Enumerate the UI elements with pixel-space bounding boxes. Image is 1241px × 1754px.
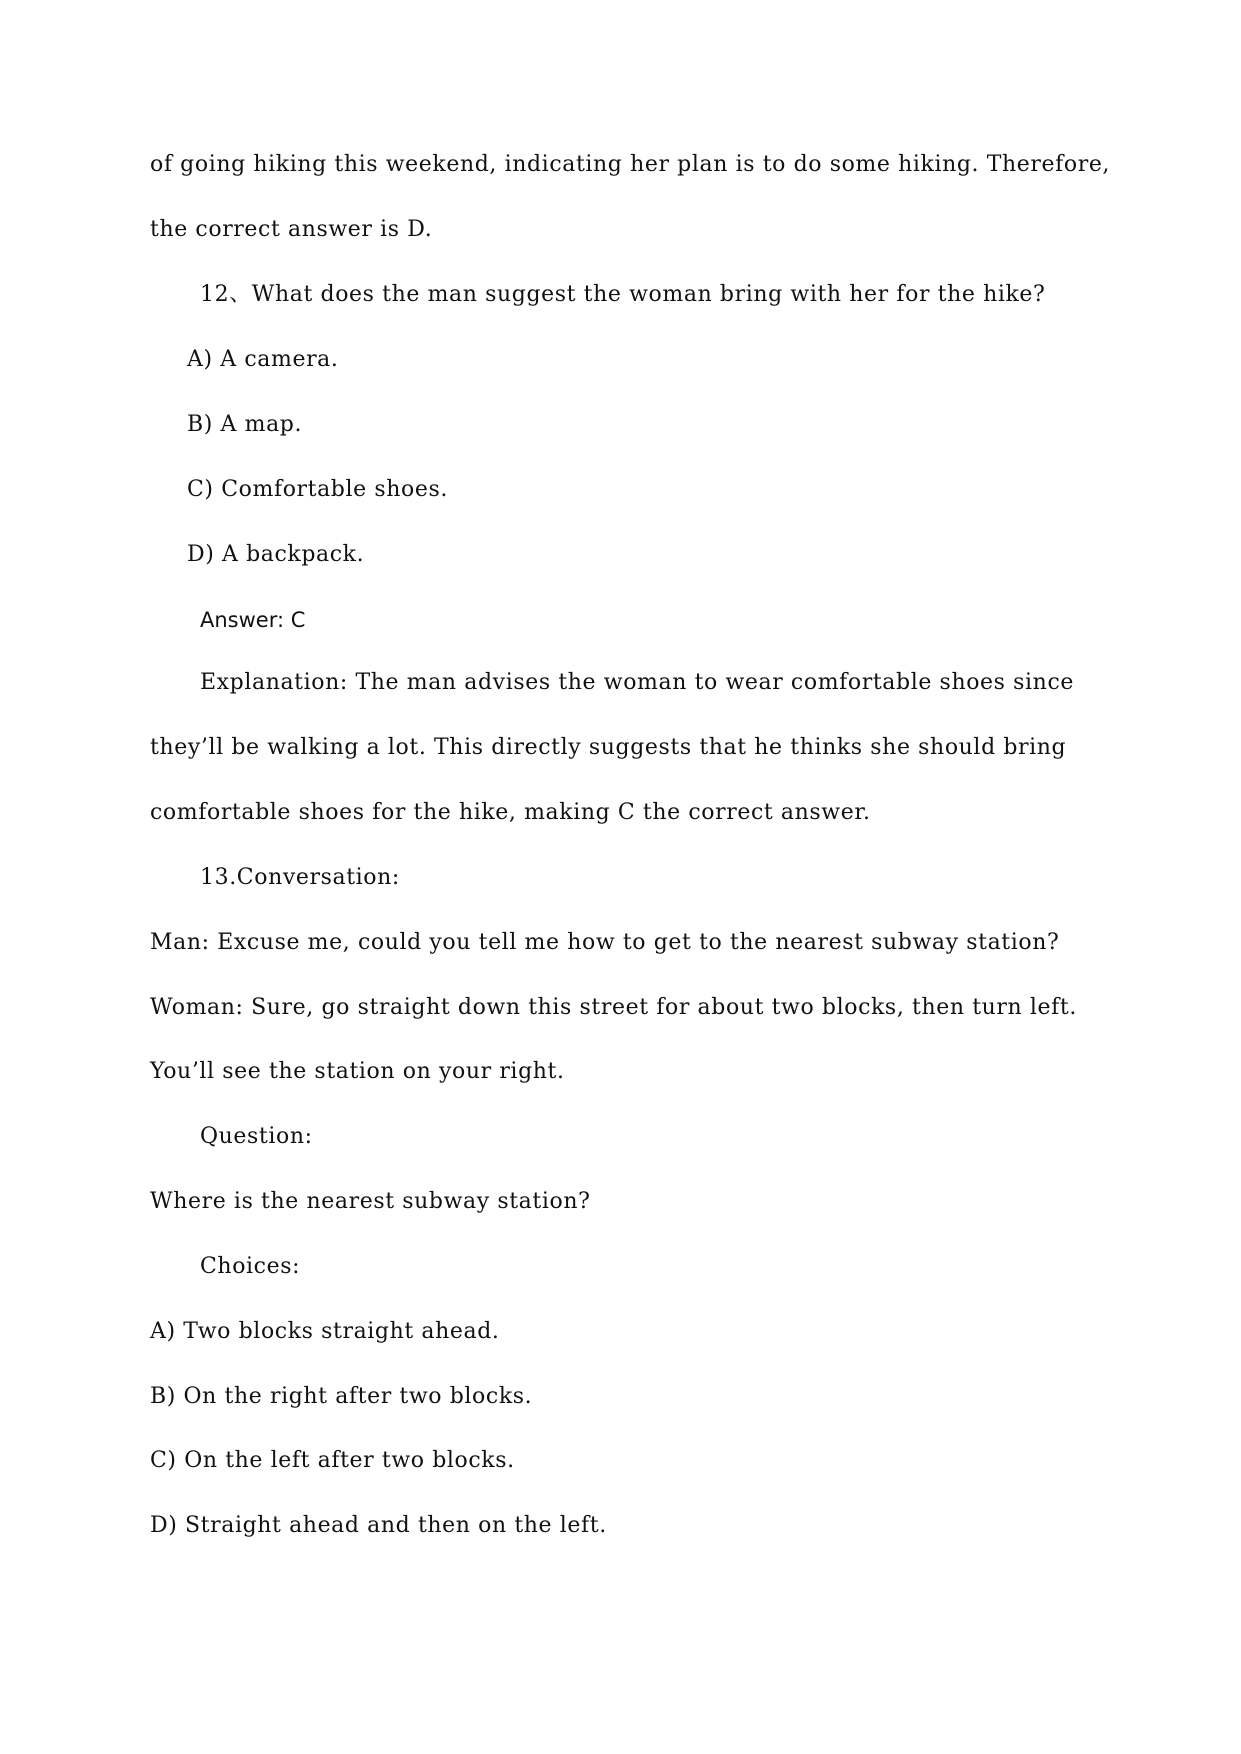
question-13-question-text: Where is the nearest subway station? [150,1189,591,1214]
question-13-question-label: Question: [200,1124,313,1149]
question-12-explanation-line-3: comfortable shoes for the hike, making C the correct answer. [150,800,871,825]
question-12-option-b: B) A map. [187,412,303,437]
question-13-choice-d: D) Straight ahead and then on the left. [150,1513,607,1538]
question-12-answer: Answer: C [200,608,306,632]
question-12-option-d: D) A backpack. [187,542,365,567]
previous-explanation-line-1: of going hiking this weekend, indicating her plan is to do some hiking. Therefore, [150,152,1111,177]
question-12-option-a: A) A camera. [187,347,339,372]
question-13-choices-label: Choices: [200,1254,301,1279]
previous-explanation-line-2: the correct answer is D. [150,217,433,242]
question-13-dialogue-line-2: Woman: Sure, go straight down this street for about two blocks, then turn left. [150,995,1077,1020]
question-13-choice-c: C) On the left after two blocks. [150,1448,515,1473]
question-13-choice-b: B) On the right after two blocks. [150,1384,533,1409]
question-12-option-c: C) Comfortable shoes. [187,477,448,502]
question-13-choice-a: A) Two blocks straight ahead. [150,1319,500,1344]
question-13-dialogue-line-3: You’ll see the station on your right. [150,1059,565,1084]
question-12-explanation-line-1: Explanation: The man advises the woman to wear comfortable shoes since [200,670,1074,695]
question-13-heading: 13.Conversation: [200,865,400,890]
question-12-text: 12、What does the man suggest the woman bring with her for the hike? [200,282,1046,307]
question-13-dialogue-line-1: Man: Excuse me, could you tell me how to get to the nearest subway station? [150,930,1060,955]
question-12-explanation-line-2: they’ll be walking a lot. This directly suggests that he thinks she should bring [150,735,1067,760]
